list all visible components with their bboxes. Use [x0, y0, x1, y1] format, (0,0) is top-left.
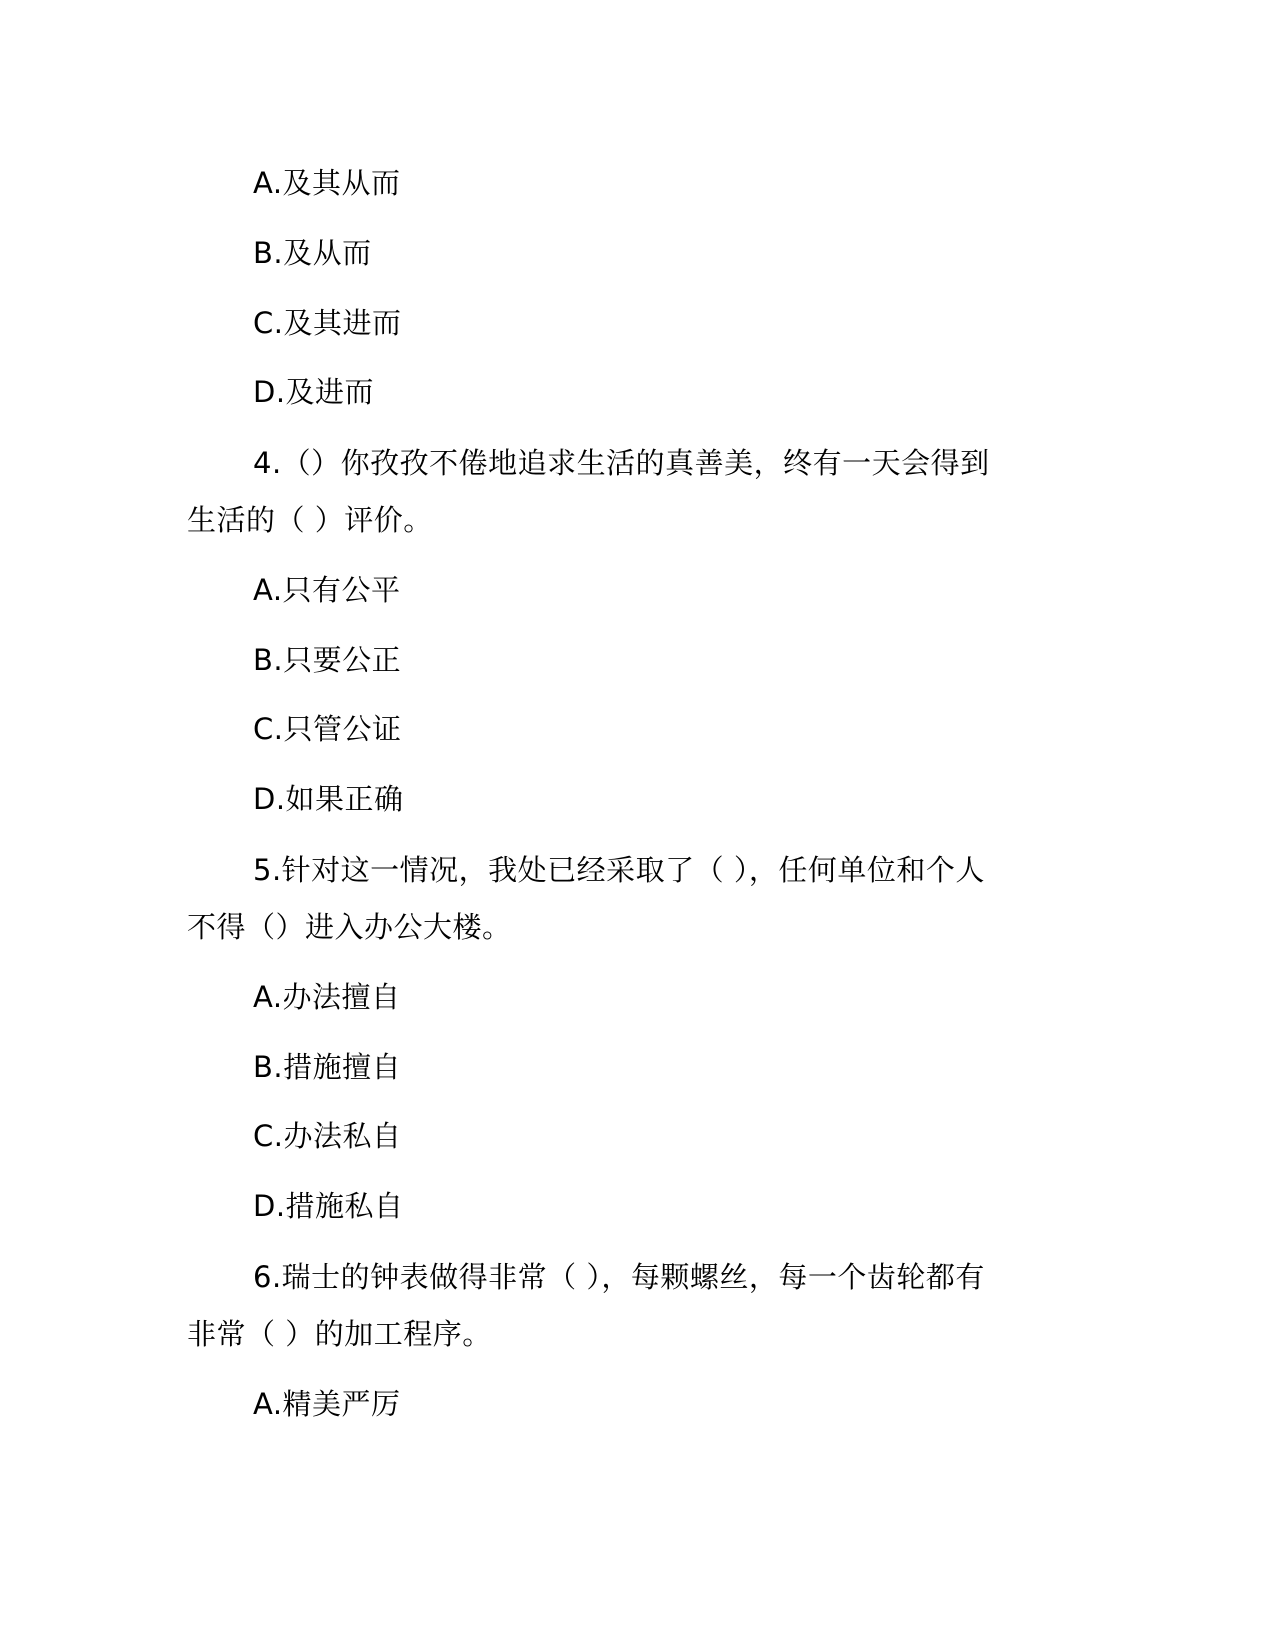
question-4-option-b: B.只要公正 [253, 643, 402, 677]
question-4-line-1: 4.（）你孜孜不倦地追求生活的真善美，终有一天会得到 [253, 446, 990, 480]
question-4-option-a: A.只有公平 [253, 573, 401, 607]
question-6-line-2: 非常（ ）的加工程序。 [187, 1317, 492, 1351]
question-6-line-1: 6.瑞士的钟表做得非常（ ），每颗螺丝，每一个齿轮都有 [253, 1260, 985, 1294]
question-5-option-b: B.措施擅自 [253, 1050, 402, 1084]
question-5-line-2: 不得（）进入办公大楼。 [187, 910, 512, 944]
question-4-option-d: D.如果正确 [253, 782, 404, 816]
option-prev-b: B.及从而 [253, 236, 372, 270]
option-prev-d: D.及进而 [253, 375, 375, 409]
question-5-line-1: 5.针对这一情况，我处已经采取了（ ），任何单位和个人 [253, 853, 985, 887]
option-prev-c: C.及其进而 [253, 306, 402, 340]
question-6-option-a: A.精美严厉 [253, 1387, 401, 1421]
question-4-line-2: 生活的（ ）评价。 [187, 503, 433, 537]
question-4-option-c: C.只管公证 [253, 712, 402, 746]
option-prev-a: A.及其从而 [253, 166, 401, 200]
question-5-option-a: A.办法擅自 [253, 980, 401, 1014]
question-5-option-d: D.措施私自 [253, 1189, 404, 1223]
question-5-option-c: C.办法私自 [253, 1119, 402, 1153]
